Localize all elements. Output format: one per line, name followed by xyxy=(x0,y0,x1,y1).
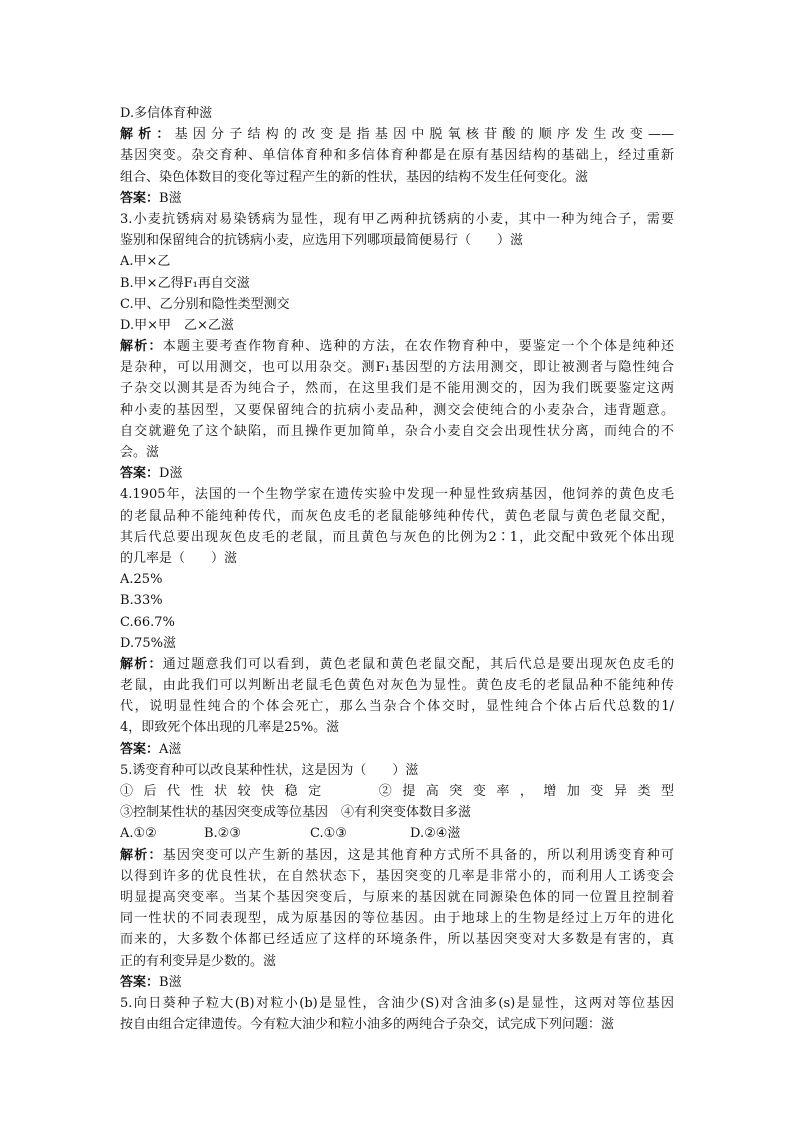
text-line xyxy=(120,527,674,548)
answer-option: C.①③ xyxy=(310,826,347,842)
text-line xyxy=(120,336,674,357)
line-text: 自交就避免了这个缺陷，而且操作更加简单，杂合小麦自交会出现性状分离，而纯合的不 xyxy=(120,423,674,439)
text-line xyxy=(120,273,674,294)
line-text: A.25% xyxy=(120,572,163,588)
line-text: 本题主要考查作物育种、选种的方法，在农作物育种中，要鉴定一个个体是纯种还 xyxy=(162,339,674,355)
answer-option: A.①② xyxy=(120,826,157,842)
text-line xyxy=(120,1014,674,1035)
text-line xyxy=(120,823,674,844)
text-line xyxy=(120,378,674,399)
section-label: 解析： xyxy=(120,656,163,672)
text-line xyxy=(120,696,674,717)
line-text: C.甲、乙分别和隐性类型测交 xyxy=(120,296,290,312)
text-line xyxy=(120,209,674,230)
text-line xyxy=(120,590,674,611)
section-label: 答案： xyxy=(120,741,160,757)
text-line xyxy=(120,845,674,866)
section-label: 解析： xyxy=(120,127,175,143)
text-line xyxy=(120,654,674,675)
line-text: 正的有利变异是少数的。滋 xyxy=(120,953,277,969)
text-line xyxy=(120,887,674,908)
answer-option: D.②④滋 xyxy=(410,826,461,842)
text-line xyxy=(120,908,674,929)
text-line xyxy=(120,781,674,802)
answer-option: B.②③ xyxy=(204,826,241,842)
text-line xyxy=(120,951,674,972)
line-text: 4，即致死个体出现的几率是25%。滋 xyxy=(120,720,340,736)
line-text: D.75%滋 xyxy=(120,635,176,651)
line-text: D滋 xyxy=(159,466,183,482)
line-text: 是杂种，可以用测交，也可以用杂交。测F₁基因型的方法用测交，即让被测者与隐性纯合 xyxy=(120,360,674,376)
line-text: 按自由组合定律遗传。今有粒大油少和粒小油多的两纯合子杂交，试完成下列问题：滋 xyxy=(120,1017,615,1033)
line-text: C.66.7% xyxy=(120,614,175,630)
text-line xyxy=(120,103,674,124)
line-text: 会。滋 xyxy=(120,445,160,460)
text-line xyxy=(120,866,674,887)
line-text: 种小麦的基因型，又要保留纯合的抗病小麦品种，测交会使纯合的小麦杂合，违背题意。 xyxy=(120,402,674,418)
line-text: D.多信体育种滋 xyxy=(120,106,213,121)
line-text: B.甲×乙得F₁再自交滋 xyxy=(120,275,250,291)
line-text: 鉴别和保留纯合的抗锈病小麦，应选用下列哪项最简便易行（ ）滋 xyxy=(120,233,524,249)
text-line xyxy=(120,972,674,993)
line-text: 老鼠，由此我们可以判断出老鼠毛色黄色对灰色为显性。黄色皮毛的老鼠品种不能纯种传 xyxy=(120,678,674,694)
text-line xyxy=(120,739,674,760)
line-text: 5.向日葵种子粒大(B)对粒小(b)是显性，含油少(S)对含油多(s)是显性，这两对等位基因 xyxy=(120,995,674,1011)
line-text: 代，说明显性纯合的个体会死亡，那么当杂合个体交时，显性纯合个体占后代总数的1/ xyxy=(120,699,674,715)
text-line xyxy=(120,506,674,527)
text-line xyxy=(120,569,674,590)
line-text: 以得到许多的优良性状，在自然状态下，基因突变的几率是非常小的，而利用人工诱变会 xyxy=(120,868,674,884)
line-text: 其后代总要出现灰色皮毛的老鼠，而且黄色与灰色的比例为2∶1，此交配中致死个体出现 xyxy=(120,529,674,545)
text-line xyxy=(120,612,674,633)
line-text: D.甲×甲 乙×乙滋 xyxy=(120,317,234,333)
text-line xyxy=(120,357,674,378)
text-line xyxy=(120,993,674,1014)
text-line xyxy=(120,442,674,463)
text-line xyxy=(120,400,674,421)
line-text: 组合、染色体数目的变化等过程产生的新的性状，基因的结构不发生任何变化。滋 xyxy=(120,169,589,185)
line-text: 5.诱变育种可以改良某种性状，这是因为（ ）滋 xyxy=(120,762,419,778)
line-text: ①后代性状较快稳定 ②提高突变率，增加变异类型 xyxy=(120,784,674,799)
text-line xyxy=(120,294,674,315)
line-text: 基因突变可以产生新的基因，这是其他育种方式所不具备的，所以利用诱变育种可 xyxy=(162,847,674,863)
line-text: A滋 xyxy=(159,741,182,757)
line-text: 明显提高突变率。当某个基因突变后，与原来的基因就在同源染色体的同一位置且控制着 xyxy=(120,889,674,905)
line-text: B.33% xyxy=(120,593,163,609)
line-text: 的几率是（ ）滋 xyxy=(120,550,238,566)
line-text: 同一性状的不同表现型，成为原基因的等位基因。由于地球上的生物是经过上万年的进化 xyxy=(120,911,674,927)
text-line xyxy=(120,633,674,654)
line-text: 子杂交以测其是否为纯合子，然而，在这里我们是不能用测交的，因为我们既要鉴定这两 xyxy=(120,381,674,397)
section-label: 答案： xyxy=(120,466,160,482)
text-line xyxy=(120,230,674,251)
section-label: 答案： xyxy=(120,190,160,206)
text-line xyxy=(120,315,674,336)
text-line xyxy=(120,675,674,696)
text-line xyxy=(120,167,674,188)
line-text: B滋 xyxy=(159,190,182,206)
text-line xyxy=(120,760,674,781)
line-text: 通过题意我们可以看到，黄色老鼠和黄色老鼠交配，其后代总是要出现灰色皮毛的 xyxy=(162,656,674,672)
text-line xyxy=(120,802,674,823)
text-line xyxy=(120,188,674,209)
document-page xyxy=(120,103,674,1035)
text-line xyxy=(120,548,674,569)
line-text: 的老鼠品种不能纯种传代，而灰色皮毛的老鼠能够纯种传代，黄色老鼠与黄色老鼠交配， xyxy=(120,508,674,524)
text-line xyxy=(120,463,674,484)
section-label: 解析： xyxy=(120,339,163,355)
line-text: 3.小麦抗锈病对易染锈病为显性，现有甲乙两种抗锈病的小麦，其中一种为纯合子，需要 xyxy=(120,211,674,227)
line-text: A.甲×乙 xyxy=(120,254,171,270)
line-text: 基因分子结构的改变是指基因中脱氧核苷酸的顺序发生改变—— xyxy=(174,127,674,143)
text-line xyxy=(120,717,674,738)
line-text: ③控制某性状的基因突变成等位基因 ④有利突变体数目多滋 xyxy=(120,805,472,821)
line-text: 而来的，大多数个体都已经适应了这样的环境条件，所以基因突变对大多数是有害的，真 xyxy=(120,932,674,948)
text-line xyxy=(120,484,674,505)
line-text: 基因突变。杂交育种、单信体育种和多信体育种都是在原有基因结构的基础上，经过重新 xyxy=(120,148,674,164)
text-line xyxy=(120,251,674,272)
line-text: 4.1905年，法国的一个生物学家在遗传实验中发现一种显性致病基因，他饲养的黄色皮毛 xyxy=(120,487,674,503)
text-line xyxy=(120,421,674,442)
text-line xyxy=(120,145,674,166)
text-line xyxy=(120,124,674,145)
line-text: B滋 xyxy=(159,974,182,990)
section-label: 答案： xyxy=(120,974,160,990)
section-label: 解析： xyxy=(120,847,163,863)
text-line xyxy=(120,929,674,950)
